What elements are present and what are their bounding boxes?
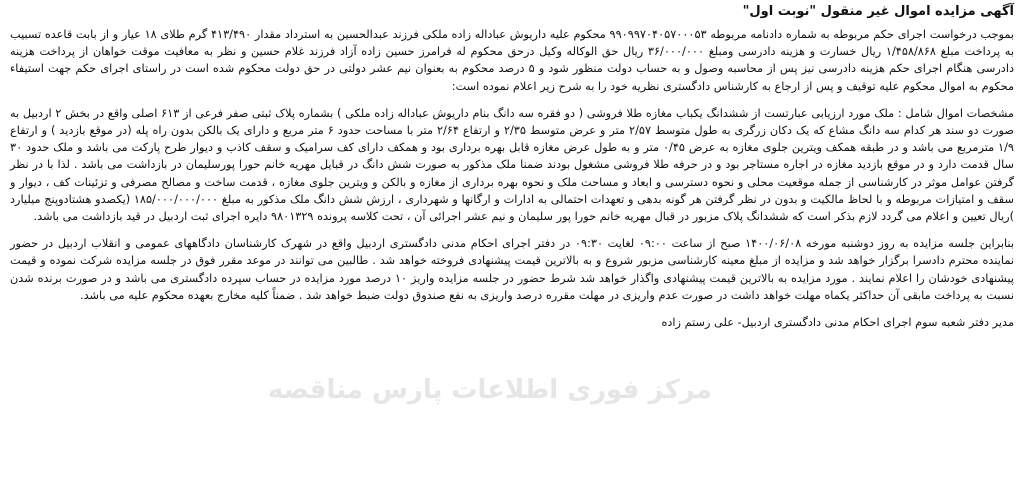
- paragraph-auction-terms: بنابراین جلسه مزایده به روز دوشنبه مورخه ۱۴۰۰/۰۶/۰۸ صبح از ساعت ۰۹:۰۰ لغایت ۰۹:۳۰ در دفتر اجرای احکام مدنی دادگستری اردبیل واقع در شهرک کارشناسان دادگاههای عمومی و انقلاب اردبیل در حضور نماینده محترم دادسرا برگزار خواهد شد و مزایده از مبلغ معینه کارشناسی مزبور شروع و به بالاترین قیمت پیشنهادی فروخته خواهد شد . طالبین می توانند در موعد مقرر فوق در جلسه مزایده شرکت نموده و قیمت پیشنهادی خودشان را اعلام نمایند . مورد مزایده به بالاترین قیمت پیشنهادی واگذار خواهد شد شرط حضور در جلسه مزایده واریز ۱۰ درصد مورد مزایده در حساب سپرده دادگستری می باشد و در صورت برنده شدن نسبت به پرداخت مابقی آن حداکثر یکماه مهلت خواهد داشت در صورت عدم واریزی در مهلت مقرره درصد واریزی به نفع صندوق دولت ضبط خواهد شد . ضمناً کلیه مخارج بعهده محکوم علیه می باشد.: [10, 237, 1014, 302]
- paragraph-property-specs: مشخصات اموال شامل : ملک مورد ارزیابی عبارتست از ششدانگ یکباب مغازه طلا فروشی ( دو فقره سه دانگ بنام داریوش عباداله زاده ملکی ) بشماره پلاک ثبتی صفر فرعی از ۶۱۳ اصلی واقع در بخش ۲ اردبیل به صورت دو سند هر کدام سه دانگ مشاع که یک دکان زرگری به طول متوسط ۲/۵۷ متر و عرض متوسط ۲/۳۵ و ارتفاع ۲/۶۴ متر با مساحت حدود ۶ متر مربع و دارای یک بالکن بدون راه پله (در موقع بازدید ) و ارتفاع ۱/۹ مترمربع می باشد و در طبقه همکف ویترین جلوی مغازه به عرض ۰/۴۵ متر و به طول عرض مغازه قابل بهره برداری بود و همکف دارای کف سرامیک و سقف کاذب و دیوار طرح پارکت می باشد و ملک حدود ۳۰ سال قدمت دارد و در موقع بازدید مغازه در اجاره مستاجر بود و در حرفه طلا فروشی مشغول بودند ضمنا ملک مذکور به صورت شش دانگ در قبایل مهریه خانم حورا پورسلیمان در بازداشت می باشد . لذا با در نظر گرفتن عوامل موثر در کارشناسی از جمله موقعیت محلی و نحوه دسترسی و ابعاد و مساحت ملک و نحوه بهره برداری از مغازه و بالکن و ویترین جلوی مغازه ، قدمت ساخت و مصالح مصرفی و تزئینات کف ، دیوار و سقف و امتیازات مربوطه و با لحاظ مالکیت و بدون در نظر گرفتن هر گونه بدهی و تعهدات احتمالی به ادارات و ارگانها و شهرداری ، ارزش شش دانگ ملک مذکور به مبلغ ۱۸۵/۰۰۰/۰۰۰/۰۰۰ (یکصدو هشتادوپنج میلیارد )ریال تعیین و اعلام می گردد لازم بذکر است که ششدانگ پلاک مزبور در قبال مهریه خانم حورا پور سلیمان و نیم عشر اجرائی آن ، تحت کلاسه پرونده ۹۸۰۱۳۲۹ دایره اجرای ثبت اردبیل در قید بازداشت می باشد.: [10, 106, 1014, 224]
- notice-title: آگهی مزایده اموال غیر منقول "نوبت اول": [742, 4, 1014, 19]
- paragraph-claim: بموجب درخواست اجرای حکم مربوطه به شماره دادنامه مربوطه ۹۹۰۹۹۷۰۴۰۵۷۰۰۰۵۳ محکوم علیه داریوش عباداله زاده ملکی فرزند عبدالحسین به استرداد مقدار ۴۱۳/۴۹۰ گرم طلای ۱۸ عیار و از بابت قاعده تسبیب به پرداخت مبلغ ۱/۴۵۸/۸۶۸ ریال خسارت و هزینه دادرسی ومبلغ ۳۶/۰۰۰/۰۰۰ ریال حق الوکاله وکیل درحق محکوم له فرامرز حسین زاده آزاد فرزند غلام حسین و نظر به معافیت موقت خواهان از پرداخت هزینه دادرسی هنگام اجرای حکم هزینه دادرسی نیز پس از محاسبه وصول و به حساب دولت منظور شود و ۵ درصد محکوم به بعنوان نیم عشر دولتی در حق دولت محکوم شده است در راستای اجرای حکم جهت استیفاء محکوم به اموال محکوم علیه توقیف و پس از ارجاع به کارشناس دادگستری نظریه خود را به شرح زیر اعلام نموده است:: [10, 28, 1014, 93]
- signature-line: مدیر دفتر شعبه سوم اجرای احکام مدنی دادگستری اردبیل- علی رستم زاده: [661, 316, 1014, 330]
- watermark-text: مرکز فوری اطلاعات پارس مناقصه: [268, 375, 712, 405]
